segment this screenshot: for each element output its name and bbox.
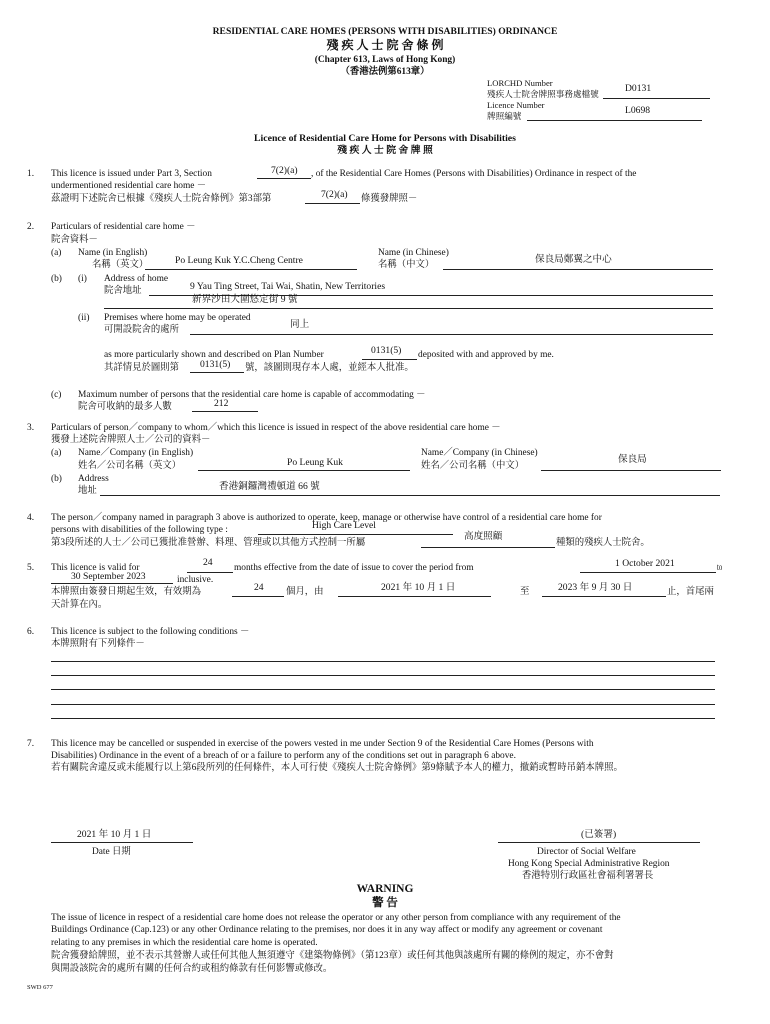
home-name-zh: 保良局鄭翼之中心 <box>535 254 612 265</box>
premises-value: 同上 <box>290 319 310 330</box>
max-persons-en: Maximum number of persons that the residential care home is capable of accommodating － <box>78 390 426 400</box>
s3-name-zh-label-zh: 姓名／公司名稱（中文） <box>421 461 525 471</box>
condition-line <box>51 718 715 719</box>
s4-text-zh-a: 第3段所述的人士／公司已獲批准營辦、料理、管理或以其他方式控制一所屬 <box>51 538 366 548</box>
chapter-zh: （香港法例第613章） <box>340 67 430 77</box>
s2-name-zh-label-zh: 名稱（中文） <box>378 260 435 270</box>
s2-name-zh-label: Name (in Chinese) <box>378 248 449 258</box>
care-type-en: High Care Level <box>312 520 376 531</box>
plan-text-en-b: deposited with and approved by me. <box>418 350 554 360</box>
warning-text-zh-2: 與開設該院舍的處所有關的任何合約或租約條款有任何影響或修改。 <box>51 964 333 974</box>
warning-text-zh-1: 院舍獲發給牌照，並不表示其營辦人或任何其他人無須遵守《建築物條例》（第123章）或任何其他與該處所有關的條例的規定，亦不會對 <box>51 951 614 961</box>
period-from-zh: 2021 年 10 月 1 日 <box>381 582 456 593</box>
s5-text-en-b: months effective from the date of issue to cover the period from <box>234 563 474 573</box>
warning-text-en-1: The issue of licence in respect of a residential care home does not release the operator or any other person from compliance with any requirement of the <box>51 913 621 923</box>
condition-line <box>51 661 715 662</box>
s7-text-en-b: Disabilities) Ordinance in the event of a breach of or a failure to perform any of the conditions set out in paragraph 6 above. <box>51 751 516 761</box>
licence-title-en: Licence of Residential Care Home for Persons with Disabilities <box>254 133 516 144</box>
care-type-zh: 高度照顧 <box>464 531 503 542</box>
s2-label-ii: (ii) <box>78 313 90 323</box>
s2-number: 2. <box>27 222 35 232</box>
licensee-name-en: Po Leung Kuk <box>287 457 343 468</box>
s1-section-value: 7(2)(a) <box>271 165 298 176</box>
s2-heading-zh: 院舍資料－ <box>51 235 98 245</box>
condition-line <box>51 689 715 690</box>
s5-text-zh-d: 止，首尾兩 <box>667 587 714 597</box>
address-label-en: Address of home <box>104 274 169 284</box>
licence-title-zh: 殘 疾 人 士 院 舍 牌 照 <box>337 145 433 156</box>
s4-number: 4. <box>27 513 35 523</box>
s5-text-zh-c: 至 <box>520 587 530 597</box>
licensee-address: 香港銅鑼灣禮頓道 66 號 <box>219 481 320 492</box>
s4-text-en-a: The person／company named in paragraph 3 above is authorized to operate, keep, manage or otherwise have control of a residential care home for <box>51 513 602 523</box>
chapter-en: (Chapter 613, Laws of Hong Kong) <box>314 55 456 65</box>
s7-text-en-a: This licence may be cancelled or suspended in exercise of the powers vested in me under Section 9 of the Residential Care Homes (Persons with <box>51 739 594 749</box>
condition-line <box>51 704 715 705</box>
s1-text-en-a: This licence is issued under Part 3, Section <box>51 169 212 179</box>
signatory-title-3: 香港特別行政區社會福利署署長 <box>522 871 654 881</box>
premises-label-zh: 可開設院舍的處所 <box>104 325 180 335</box>
signature-signed: (已簽署) <box>581 829 617 840</box>
home-address-zh: 新界沙田大圍悠定街 9 號 <box>192 294 298 305</box>
licensee-address-label-en: Address <box>78 474 109 484</box>
s5-text-en-c: inclusive. <box>177 575 214 585</box>
period-to-zh: 2023 年 9 月 30 日 <box>558 582 633 593</box>
address-label-zh: 院舍地址 <box>104 286 142 296</box>
lorchd-label-en: LORCHD Number <box>487 78 553 88</box>
s2-heading-en: Particulars of residential care home － <box>51 222 196 232</box>
s6-text-zh: 本牌照附有下列條件－ <box>51 639 145 649</box>
s2-label-b: (b) <box>51 274 62 284</box>
s6-number: 6. <box>27 627 35 637</box>
s4-text-en-b: persons with disabilities of the following type : <box>51 525 228 535</box>
s3-number: 3. <box>27 423 35 433</box>
s5-text-zh-a: 本牌照由簽發日期起生效，有效期為 <box>51 587 202 597</box>
s1-text-en-b: , of the Residential Care Homes (Persons with Disabilities) Ordinance in respect of the <box>311 169 637 179</box>
max-persons-zh: 院舍可收納的最多人數 <box>78 402 172 412</box>
form-code: SWD 677 <box>27 984 53 991</box>
max-persons-value: 212 <box>214 398 229 409</box>
s3-label-b: (b) <box>51 474 62 484</box>
date-label: Date 日期 <box>92 847 131 857</box>
s1-text-zh-b: 條獲發牌照－ <box>361 194 418 204</box>
s2-name-en-label-zh: 名稱（英文） <box>92 260 149 270</box>
plan-text-en-a: as more particularly shown and described on Plan Number <box>104 350 324 360</box>
s2-label-i: (i) <box>78 274 87 284</box>
s3-label-a: (a) <box>51 448 62 458</box>
premises-label-en: Premises where home may be operated <box>104 313 251 323</box>
signatory-title-1: Director of Social Welfare <box>537 847 636 857</box>
s3-name-en-label: Name／Company (in English) <box>78 448 194 458</box>
s5-text-en-a: This licence is valid for <box>51 563 140 573</box>
licence-label-zh: 牌照編號 <box>487 111 522 121</box>
lorchd-label-zh: 殘疾人士院舍牌照事務處檔號 <box>487 89 599 99</box>
s6-text-en: This licence is subject to the following conditions － <box>51 627 250 637</box>
signatory-title-2: Hong Kong Special Administrative Region <box>508 859 670 869</box>
s1-number: 1. <box>27 169 35 179</box>
warning-heading-zh: 警 告 <box>372 897 398 909</box>
s7-number: 7. <box>27 739 35 749</box>
licence-value: L0698 <box>625 105 651 116</box>
ordinance-title-en: RESIDENTIAL CARE HOMES (PERSONS WITH DISABILITIES) ORDINANCE <box>212 26 558 37</box>
warning-text-en-3: relating to any premises in which the residential care home is operated. <box>51 938 318 948</box>
home-name-en: Po Leung Kuk Y.C.Cheng Centre <box>175 255 303 266</box>
warning-heading-en: WARNING <box>356 883 414 895</box>
s5-number: 5. <box>27 563 35 573</box>
period-from-en: 1 October 2021 <box>615 558 675 569</box>
s7-text-zh: 若有關院舍違反或未能履行以上第6段所列的任何條件，本人可行使《殘疾人士院舍條例》第9條賦予本人的權力，撤銷或暫時吊銷本牌照。 <box>51 763 623 773</box>
plan-number: 0131(5) <box>371 345 402 356</box>
s4-text-zh-b: 種類的殘疾人士院舍。 <box>556 538 650 548</box>
period-to-en: 30 September 2023 <box>71 571 146 582</box>
s1-section-value-zh: 7(2)(a) <box>321 189 348 200</box>
s2-label-c: (c) <box>51 390 62 400</box>
valid-months: 24 <box>203 557 213 568</box>
s3-name-zh-label: Name／Company (in Chinese) <box>421 448 538 458</box>
licensee-name-zh: 保良局 <box>618 454 647 465</box>
issue-date: 2021 年 10 月 1 日 <box>77 829 152 840</box>
s5-text-to: to <box>717 563 723 573</box>
plan-text-zh-b: 號，該圖則現存本人處，並經本人批准。 <box>245 363 414 373</box>
s1-text-zh-a: 茲證明下述院舍已根據《殘疾人士院舍條例》第3部第 <box>51 194 272 204</box>
s2-label-a: (a) <box>51 248 62 258</box>
warning-text-en-2: Buildings Ordinance (Cap.123) or any other Ordinance relating to the premises, nor does it in any way affect or modify any agreement or covenant <box>51 925 603 935</box>
ordinance-title-zh: 殘 疾 人 士 院 舍 條 例 <box>326 38 444 52</box>
s3-name-en-label-zh: 姓名／公司名稱（英文） <box>78 461 182 471</box>
s5-text-zh-b: 個月，由 <box>286 587 324 597</box>
s5-text-zh-e: 天計算在內。 <box>51 600 108 610</box>
licensee-address-label-zh: 地址 <box>78 486 97 496</box>
plan-number-zh: 0131(5) <box>200 359 231 370</box>
s2-name-en-label: Name (in English) <box>78 248 148 258</box>
lorchd-value: D0131 <box>625 83 652 94</box>
s1-text-en-c: undermentioned residential care home － <box>51 181 207 191</box>
condition-line <box>51 675 715 676</box>
plan-text-zh-a: 其詳情見於圖則第 <box>104 363 180 373</box>
licence-label-en: Licence Number <box>487 100 545 110</box>
s3-heading-zh: 獲發上述院舍牌照人士／公司的資料－ <box>51 435 211 445</box>
valid-months-zh: 24 <box>254 582 264 593</box>
s3-heading-en: Particulars of person／company to whom／which this licence is issued in respect of the above residential care home － <box>51 423 501 433</box>
home-address-en: 9 Yau Ting Street, Tai Wai, Shatin, New Territories <box>190 281 386 292</box>
